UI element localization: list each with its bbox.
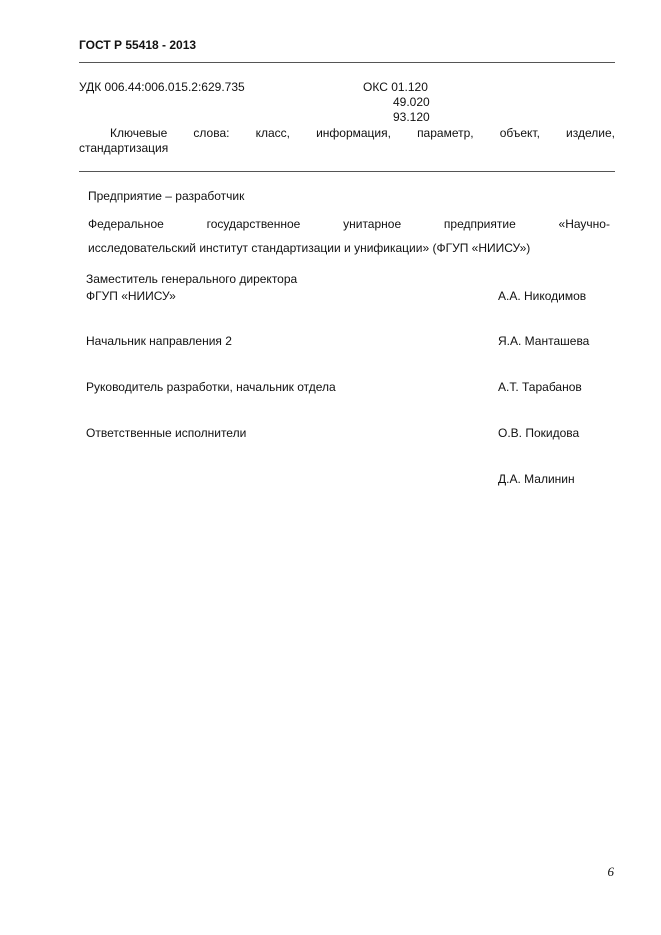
oks-codes: [363, 80, 430, 125]
keywords-line-2: стандартизация: [79, 141, 169, 155]
udk-code: УДК 006.44:006.015.2:629.735: [79, 80, 245, 94]
signatory-position: Начальник направления 2: [86, 334, 232, 348]
oks-code: 01.120: [391, 80, 428, 94]
signatory-name: Я.А. Манташева: [498, 334, 590, 348]
keywords-rule: [79, 171, 615, 172]
organization-word: государственное: [206, 217, 301, 231]
organization-line-2: исследовательский институт стандартизации и унификации» (ФГУП «НИИСУ»): [88, 241, 531, 255]
signatory-name: Д.А. Малинин: [498, 472, 575, 486]
organization-word: унитарное: [343, 217, 402, 231]
developer-heading: Предприятие – разработчик: [88, 189, 245, 203]
keywords-block: [79, 126, 615, 156]
keyword-word: класс,: [255, 126, 290, 140]
keyword-word: изделие,: [566, 126, 615, 140]
organization-word: Федеральное: [88, 217, 164, 231]
page-number: 6: [607, 864, 614, 879]
organization-line-1: [88, 212, 610, 236]
signatory-position: ФГУП «НИИСУ»: [86, 289, 176, 303]
keyword-word: параметр,: [417, 126, 474, 140]
oks-code: 49.020: [393, 95, 430, 109]
organization-word: предприятие: [443, 217, 516, 231]
keyword-word: информация,: [316, 126, 391, 140]
signatory-name: А.Т. Тарабанов: [498, 380, 582, 394]
organization-word: «Научно-: [558, 217, 610, 231]
keywords-line: [79, 126, 615, 141]
signatory-name: О.В. Покидова: [498, 426, 580, 440]
oks-code: 93.120: [393, 110, 430, 124]
signatory-position: Заместитель генерального директора: [86, 272, 298, 286]
document-header: ГОСТ Р 55418 - 2013: [79, 38, 197, 52]
signatory-position: Ответственные исполнители: [86, 426, 247, 440]
oks-line-1: [363, 80, 430, 95]
keyword-word: объект,: [499, 126, 540, 140]
signatory-name: А.А. Никодимов: [498, 289, 587, 303]
developer-organization: [88, 212, 610, 260]
keyword-word: Ключевые: [110, 126, 168, 140]
keyword-word: слова:: [193, 126, 230, 140]
header-rule: [79, 62, 615, 63]
oks-prefix: ОКС: [363, 80, 388, 94]
signatory-position: Руководитель разработки, начальник отдела: [86, 380, 336, 394]
